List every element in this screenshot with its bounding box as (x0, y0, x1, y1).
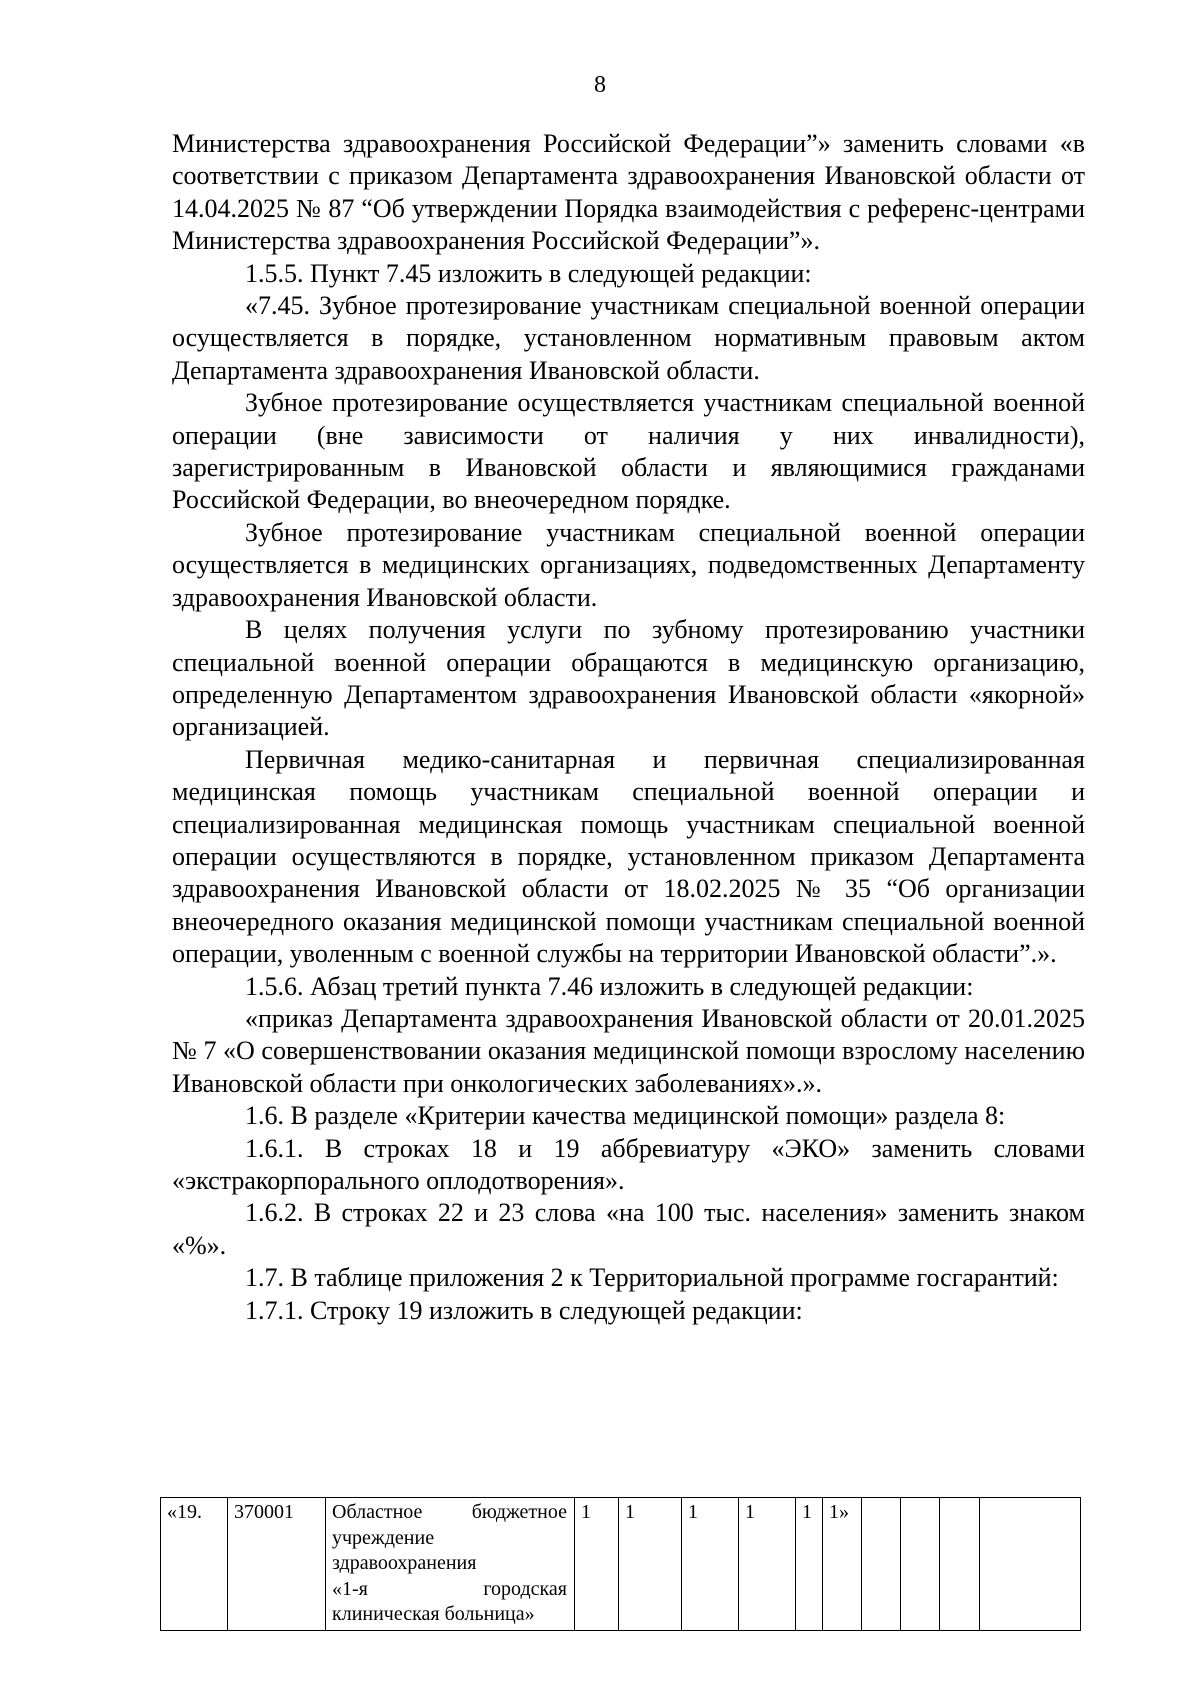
organization-name-line: учреждение (332, 1526, 435, 1549)
paragraph: В целях получения услуги по зубному протезированию участники специальной военной операции обращаются в медицинскую организацию, определенную Департаментом здравоохранения Ивановской области «якорной» организацией. (172, 615, 1085, 742)
organization-name-line: «1-я городская (332, 1577, 567, 1600)
value-cell: 1 (739, 1498, 796, 1631)
value-cell: 1 (682, 1498, 739, 1631)
paragraph: 1.7. В таблице приложения 2 к Территориальной программе госгарантий: (245, 1263, 1059, 1293)
document-body (172, 128, 1085, 1327)
value-cell: 1 (796, 1498, 823, 1631)
page-number: 8 (594, 72, 606, 98)
paragraph: «приказ Департамента здравоохранения Ивановской области от 20.01.2025 № 7 «О совершенствовании оказания медицинской помощи взрослому населению Ивановской области при онкологических заболеваниях».». (172, 1003, 1085, 1098)
replacement-table (160, 1497, 1081, 1631)
paragraph: 1.6.1. В строках 18 и 19 аббревиатуру «ЭКО» заменить словами «экстракорпорального оплодотворения». (172, 1133, 1085, 1195)
value-cell: 1» (823, 1498, 862, 1631)
paragraph: 1.7.1. Строку 19 изложить в следующей редакции: (245, 1295, 803, 1325)
paragraph: Зубное протезирование осуществляется участникам специальной военной операции (вне зависимости от наличия у них инвалидности), зарегистрированным в Ивановской области и являющимися гражданами Российской Федерации, во внеочередном порядке. (172, 388, 1085, 515)
paragraph: Министерства здравоохранения Российской Федерации”» заменить словами «в соответствии с приказом Департамента здравоохранения Ивановской области от 14.04.2025 № 87 “Об утверждении Порядка взаимодействия с референс-центрами Министерства здравоохранения Российской Федерации”». (172, 129, 1085, 256)
paragraph: 1.5.5. Пункт 7.45 изложить в следующей редакции: (245, 258, 812, 288)
paragraph: Зубное протезирование участникам специальной военной операции осуществляется в медицинских организациях, подведомственных Департаменту здравоохранения Ивановской области. (172, 517, 1085, 612)
paragraph: Первичная медико-санитарная и первичная специализированная медицинская помощь участникам специальной военной операции и специализированная медицинская помощь участникам специальной военной операции осуществляются в порядке, установленном приказом Департамента здравоохранения Ивановской области от 18.02.2025 № 35 “Об организации внеочередного оказания медицинской помощи участникам специальной военной операции, уволенным с военной службы на территории Ивановской области”.». (172, 744, 1085, 969)
value-cell: 1 (619, 1498, 682, 1631)
organization-name-line: клиническая больница» (332, 1603, 535, 1625)
code-cell: 370001 (228, 1498, 326, 1631)
paragraph: 1.5.6. Абзац третий пункта 7.46 изложить в следующей редакции: (245, 971, 974, 1001)
organization-name-line: Областное бюджетное (332, 1501, 567, 1523)
paragraph: 1.6. В разделе «Критерии качества медицинской помощи» раздела 8: (245, 1101, 1006, 1131)
paragraph: «7.45. Зубное протезирование участникам специальной военной операции осуществляется в порядке, установленном нормативным правовым актом Департамента здравоохранения Ивановской области. (172, 291, 1085, 385)
empty-cell (940, 1498, 980, 1631)
paragraph: 1.6.2. В строках 22 и 23 слова «на 100 тыс. населения» заменить знаком «%». (172, 1198, 1085, 1260)
organization-name-line: здравоохранения (332, 1552, 477, 1574)
empty-cell (862, 1498, 901, 1631)
empty-cell (980, 1498, 1081, 1631)
table-row (161, 1498, 1081, 1631)
row-number-cell: «19. (161, 1498, 228, 1631)
value-cell: 1 (575, 1498, 619, 1631)
organization-name-cell (326, 1498, 575, 1631)
empty-cell (901, 1498, 940, 1631)
